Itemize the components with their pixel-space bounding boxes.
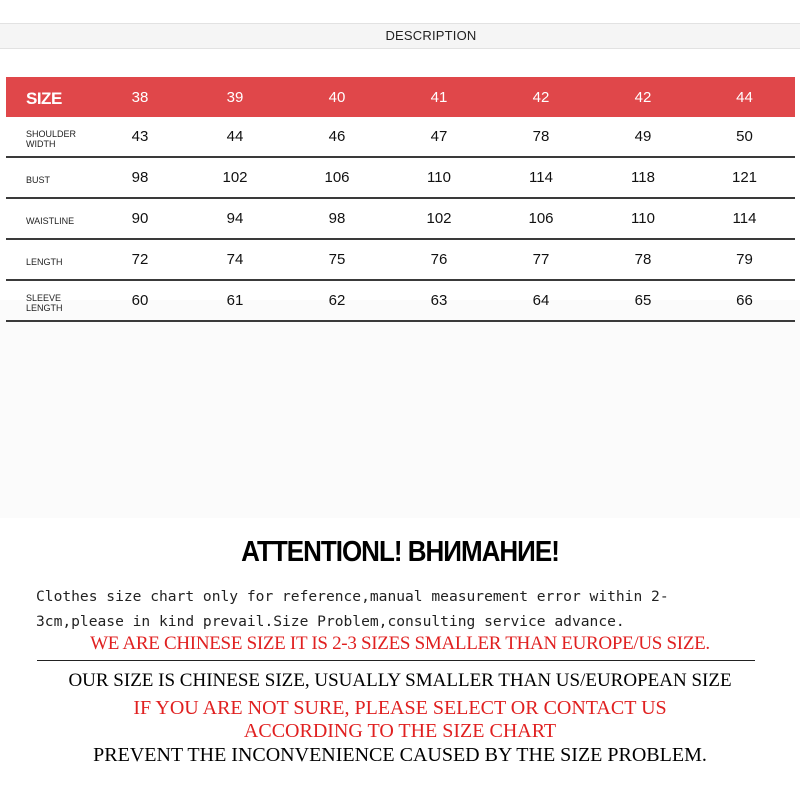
table-cell: 44 bbox=[184, 117, 286, 157]
table-cell: 64 bbox=[490, 280, 592, 321]
table-cell: 78 bbox=[490, 117, 592, 157]
table-cell: 75 bbox=[286, 239, 388, 280]
table-cell: 106 bbox=[286, 157, 388, 198]
table-cell: 47 bbox=[388, 117, 490, 157]
table-cell: 121 bbox=[694, 157, 795, 198]
table-row bbox=[6, 157, 795, 198]
header-cell: 42 bbox=[490, 77, 592, 117]
table-cell: 118 bbox=[592, 157, 694, 198]
table-cell: 114 bbox=[490, 157, 592, 198]
size-chart-notice-line: ACCORDING TO THE SIZE CHART bbox=[243, 720, 557, 742]
table-cell: 46 bbox=[286, 117, 388, 157]
table-cell: 102 bbox=[184, 157, 286, 198]
row-label: LENGTH bbox=[6, 239, 96, 280]
table-cell: 60 bbox=[96, 280, 184, 321]
table-cell: 106 bbox=[490, 198, 592, 239]
table-cell: 50 bbox=[694, 117, 795, 157]
table-row bbox=[6, 280, 795, 321]
table-cell: 49 bbox=[592, 117, 694, 157]
table-cell: 110 bbox=[388, 157, 490, 198]
size-notice-line: OUR SIZE IS CHINESE SIZE, USUALLY SMALLER THAN US/EUROPEAN SIZE bbox=[68, 670, 732, 691]
table-cell: 114 bbox=[694, 198, 795, 239]
table-cell: 43 bbox=[96, 117, 184, 157]
table-cell: 110 bbox=[592, 198, 694, 239]
table-cell: 90 bbox=[96, 198, 184, 239]
header-cell: 38 bbox=[96, 77, 184, 117]
description-title: DESCRIPTION bbox=[385, 28, 477, 43]
row-label: SHOULDER WIDTH bbox=[6, 117, 96, 157]
divider bbox=[37, 660, 755, 661]
table-row bbox=[6, 239, 795, 280]
header-cell: 44 bbox=[694, 77, 795, 117]
row-label: SLEEVE LENGTH bbox=[6, 280, 96, 321]
reference-note bbox=[36, 584, 776, 634]
table-cell: 94 bbox=[184, 198, 286, 239]
table-cell: 66 bbox=[694, 280, 795, 321]
table-cell: 76 bbox=[388, 239, 490, 280]
table-cell: 62 bbox=[286, 280, 388, 321]
row-label: WAISTLINE bbox=[6, 198, 96, 239]
table-row bbox=[6, 198, 795, 239]
header-cell: 39 bbox=[184, 77, 286, 117]
table-cell: 74 bbox=[184, 239, 286, 280]
table-cell: 72 bbox=[96, 239, 184, 280]
prevent-notice-line: PREVENT THE INCONVENIENCE CAUSED BY THE SIZE PROBLEM. bbox=[93, 744, 707, 766]
blank-panel bbox=[0, 300, 800, 518]
table-cell: 63 bbox=[388, 280, 490, 321]
table-cell: 102 bbox=[388, 198, 490, 239]
attention-heading: ATTENTIONL! ВНИМАНИЕ! bbox=[241, 534, 559, 568]
table-cell: 98 bbox=[96, 157, 184, 198]
chinese-size-warning: WE ARE CHINESE SIZE IT IS 2-3 SIZES SMALLER THAN EUROPE/US SIZE. bbox=[90, 633, 710, 654]
reference-note-line: 3cm,please in kind prevail.Size Problem,consulting service advance. bbox=[36, 613, 625, 630]
reference-note-line: Clothes size chart only for reference,manual measurement error within 2- bbox=[36, 588, 669, 605]
table-cell: 79 bbox=[694, 239, 795, 280]
table-cell: 78 bbox=[592, 239, 694, 280]
contact-notice-line: IF YOU ARE NOT SURE, PLEASE SELECT OR CONTACT US bbox=[133, 697, 667, 719]
header-cell: 41 bbox=[388, 77, 490, 117]
row-label: BUST bbox=[6, 157, 96, 198]
header-label: SIZE bbox=[6, 77, 96, 117]
table-cell: 77 bbox=[490, 239, 592, 280]
table-cell: 61 bbox=[184, 280, 286, 321]
table-row bbox=[6, 117, 795, 157]
header-cell: 40 bbox=[286, 77, 388, 117]
size-chart-table bbox=[6, 77, 795, 322]
header-cell: 42 bbox=[592, 77, 694, 117]
table-cell: 98 bbox=[286, 198, 388, 239]
table-header-row bbox=[6, 77, 795, 117]
table-cell: 65 bbox=[592, 280, 694, 321]
